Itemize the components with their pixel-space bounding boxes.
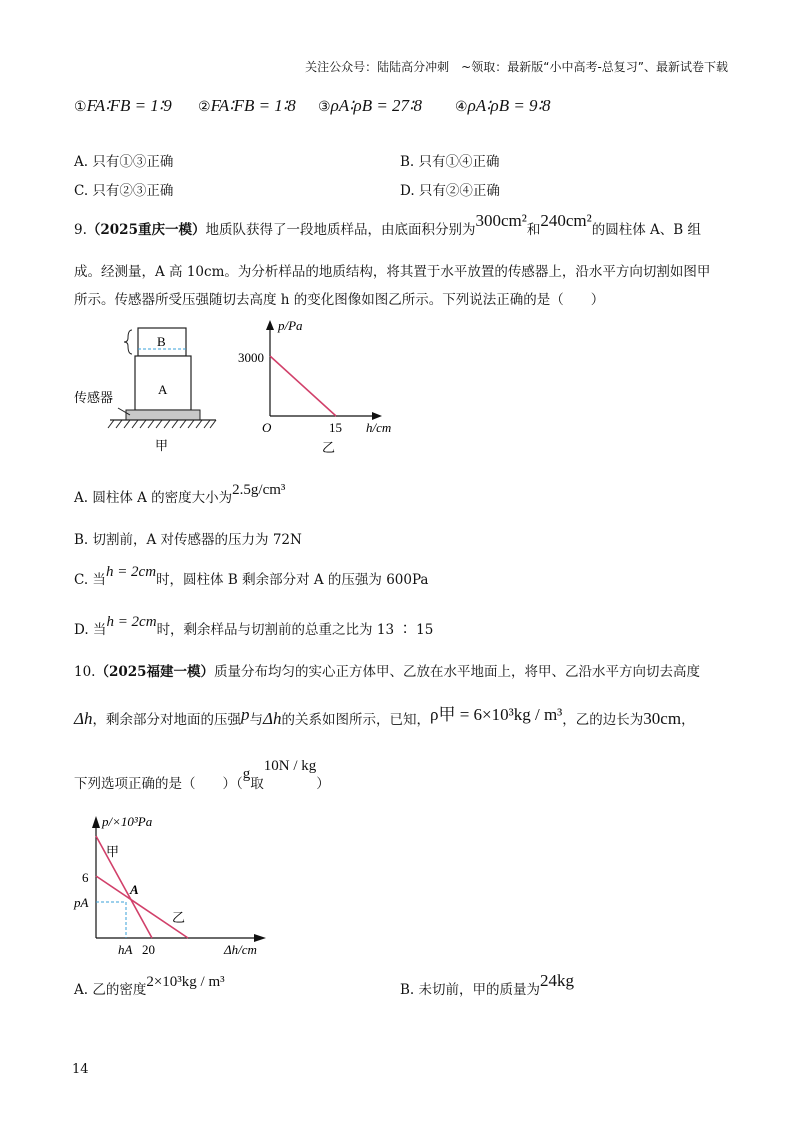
label-jia: 甲: [106, 844, 120, 859]
q9-stem-line3: 所示。传感器所受压强随切去高度 h 的变化图像如图乙所示。下列说法正确的是（ ）: [74, 292, 605, 308]
caption-yi: 乙: [322, 440, 336, 455]
q10-option-b: B. 未切前，甲的质量为24kg: [400, 971, 575, 998]
point-a-label: A: [130, 882, 139, 897]
sensor-plate: [126, 410, 200, 420]
q8-option-b: B. 只有①④正确: [400, 154, 500, 170]
q9-figure-yi: [234, 316, 414, 460]
line-yi: [96, 876, 188, 938]
q9-stem-line1: 9.（2025重庆一模）地质队获得了一段地质样品，由底面积分别为300cm²和240cm²的圆柱体 A、B 组: [74, 211, 701, 238]
q8-option-d: D. 只有②④正确: [400, 183, 500, 199]
q8-statement-1: ①FA∶FB = 1∶9: [74, 96, 172, 115]
label-a: A: [158, 382, 168, 397]
y-axis-label: p/×10³Pa: [102, 814, 153, 829]
sensor-label: 传感器: [74, 390, 114, 405]
page-number: 14: [72, 1062, 89, 1077]
pressure-line: [270, 356, 336, 416]
q8-option-a: A. 只有①③正确: [74, 154, 174, 170]
q10-stem-line2: Δh，剩余部分对地面的压强p与Δh的关系如图所示，已知，ρ甲 = 6×10³kg / m³，乙的边长为30cm，: [74, 705, 695, 728]
q9-option-a: A. 圆柱体 A 的密度大小为2.5g/cm³: [74, 482, 286, 506]
ha-label: hA: [118, 942, 133, 957]
q8-statement-2: ②FA∶FB = 1∶8: [198, 96, 296, 115]
q9-option-d: D. 当h = 2cm时，剩余样品与切割前的总重之比为 13 ∶ 15: [74, 614, 434, 638]
page-header: 关注公众号：陆陆高分冲刺 ~领取：最新版“小中高考-总复习”、最新试卷下载: [305, 60, 728, 74]
x-axis-arrow: [372, 412, 382, 420]
x-axis-arrow: [254, 934, 266, 942]
ground-hatch: [108, 420, 216, 428]
x-axis-label: Δh/cm: [224, 942, 257, 957]
x-axis-label: h/cm: [366, 420, 392, 435]
brace: [124, 330, 132, 354]
y-tick-3000: 3000: [238, 350, 264, 365]
y-axis-label: p/Pa: [278, 318, 303, 333]
q10-graph: [70, 810, 310, 970]
line-jia: [96, 836, 152, 938]
y-axis-arrow: [266, 320, 274, 330]
label-b: B: [157, 334, 166, 349]
q9-option-b: B. 切割前，A 对传感器的压力为 72N: [74, 532, 302, 548]
q9-figure-jia: [70, 320, 230, 460]
q10-option-a: A. 乙的密度2×10³kg / m³: [74, 974, 225, 998]
q8-option-c: C. 只有②③正确: [74, 183, 174, 199]
q9-option-c: C. 当h = 2cm时，圆柱体 B 剩余部分对 A 的压强为 600Pa: [74, 564, 429, 588]
x-tick-20: 20: [142, 942, 155, 957]
y-axis-arrow: [92, 816, 100, 828]
origin-label: O: [262, 420, 272, 435]
q10-stem-line1: 10.（2025福建一模）质量分布均匀的实心正方体甲、乙放在水平地面上，将甲、乙沿水平方向切去高度: [74, 664, 701, 680]
q10-stem-line3: 下列选项正确的是（ ）（g取10N / kg）: [74, 758, 330, 792]
q8-statement-4: ④ρA∶ρB = 9∶8: [455, 96, 551, 115]
pa-label: pA: [74, 895, 89, 910]
x-tick-15: 15: [329, 420, 342, 435]
caption-jia: 甲: [155, 438, 169, 453]
q9-stem-line2: 成。经测量，A 高 10cm。为分析样品的地质结构，将其置于水平放置的传感器上，沿水平方向切割如图甲: [74, 264, 711, 280]
q8-statement-3: ③ρA∶ρB = 27∶8: [318, 96, 422, 115]
label-yi: 乙: [172, 910, 186, 925]
y-tick-6: 6: [82, 870, 89, 885]
